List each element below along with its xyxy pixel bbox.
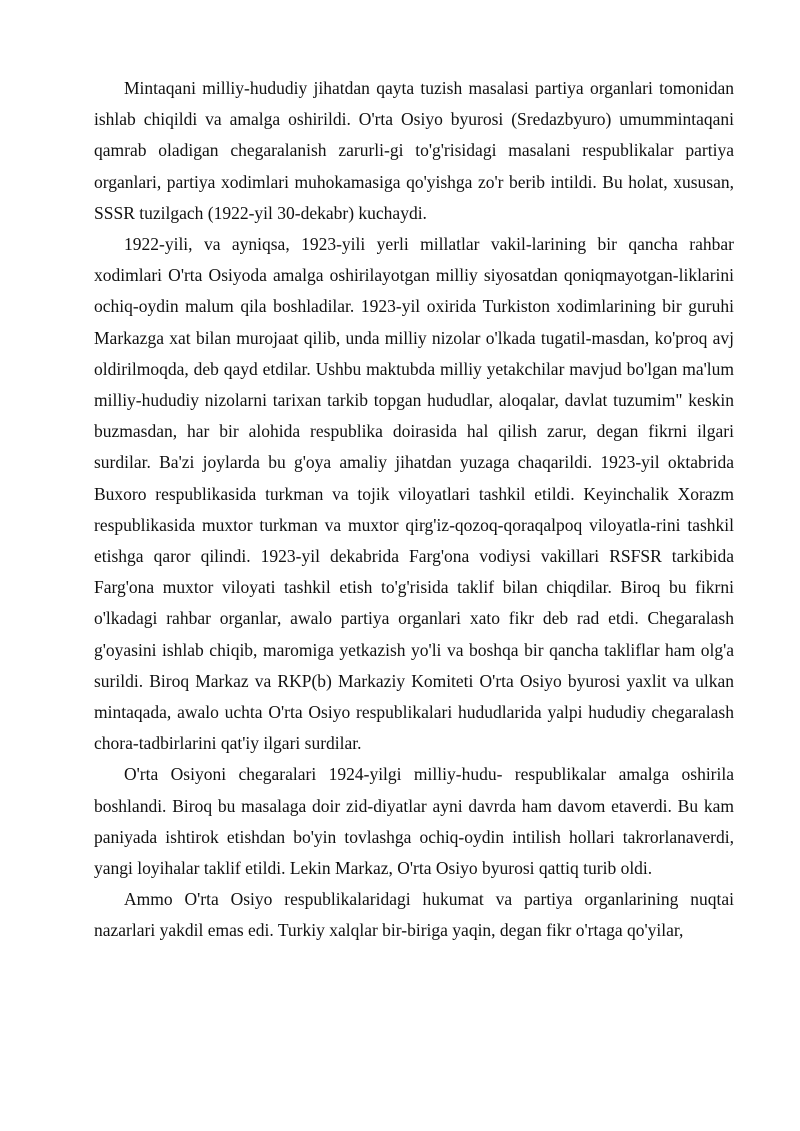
document-page [94, 73, 734, 947]
paragraph-1: Mintaqani milliy-hududiy jihatdan qayta tuzish masalasi partiya organlari tomonidan ishlab chiqildi va amalga oshirildi. O'rta Osiyo byurosi (Sredazbyuro) umummintaqani qamrab oladigan chegaralanish zarurli-gi to'g'risidagi masalani respublikalar partiya organlari, partiya xodimlari muhokamasiga qo'yishga zo'r berib intildi. Bu holat, xususan, SSSR tuzilgach (1922-yil 30-dekabr) kuchaydi. [94, 78, 734, 223]
paragraph-4: Ammo O'rta Osiyo respublikalaridagi hukumat va partiya organlarining nuqtai nazarlari yakdil emas edi. Turkiy xalqlar bir-biriga yaqin, degan fikr o'rtaga qo'yilar, [94, 889, 734, 941]
paragraph-3: O'rta Osiyoni chegaralari 1924-yilgi milliy-hudu- respublikalar amalga oshirila boshlandi. Biroq bu masalaga doir zid-diyatlar ayni davrda ham davom etaverdi. Bu kam paniyada ishtirok etishdan bo'yin tovlashga ochiq-oydin intilish hollari takrorlanaverdi, yangi loyihalar taklif etildi. Lekin Markaz, O'rta Osiyo byurosi qattiq turib oldi. [94, 764, 734, 879]
paragraph-2: 1922-yili, va ayniqsa, 1923-yili yerli millatlar vakil-larining bir qancha rahbar xodimlari O'rta Osiyoda amalga oshirilayotgan milliy siyosatdan qoniqmayotgan-liklarini ochiq-oydin malum qila boshladilar. 1923-yil oxirida Turkiston xodimlarining bir guruhi Markazga xat bilan murojaat qilib, unda milliy nizolar o'lkada tugatil-masdan, ko'proq avj oldirilmoqda, deb qayd etdilar. Ushbu maktubda milliy yetakchilar mavjud bo'lgan ma'lum milliy-hududiy nizolarni tarixan tarkib topgan hududlar, aloqalar, davlat tuzumim" keskin buzmasdan, har bir alohida respublika doirasida hal qilish zarur, degan fikrni ilgari surdilar. Ba'zi joylarda bu g'oya amaliy jihatdan yuzaga chaqarildi. 1923-yil oktabrida Buxoro respublikasida turkman va tojik viloyatlari tashkil etildi. Keyinchalik Xorazm respublikasida muxtor turkman va muxtor qirg'iz-qozoq-qoraqalpoq viloyatla-rini tashkil etishga qaror qilindi. 1923-yil dekabrida Farg'ona vodiysi vakillari RSFSR tarkibida Farg'ona muxtor viloyati tashkil etish to'g'risida taklif bilan chiqdilar. Biroq bu fikrni o'lkadagi rahbar organlar, awalo partiya organlari xato fikr deb rad etdi. Chegaralash g'oyasini ishlab chiqib, maromiga yetkazish yo'li va boshqa bir qancha takliflar ham olg'a surildi. Biroq Markaz va RKP(b) Markaziy Komiteti O'rta Osiyo byurosi yaxlit va ulkan mintaqada, awalo uchta O'rta Osiyo respublikalari hududlarida yalpi hududiy chegaralash chora-tadbirlarini qat'iy ilgari surdilar. [94, 234, 734, 754]
